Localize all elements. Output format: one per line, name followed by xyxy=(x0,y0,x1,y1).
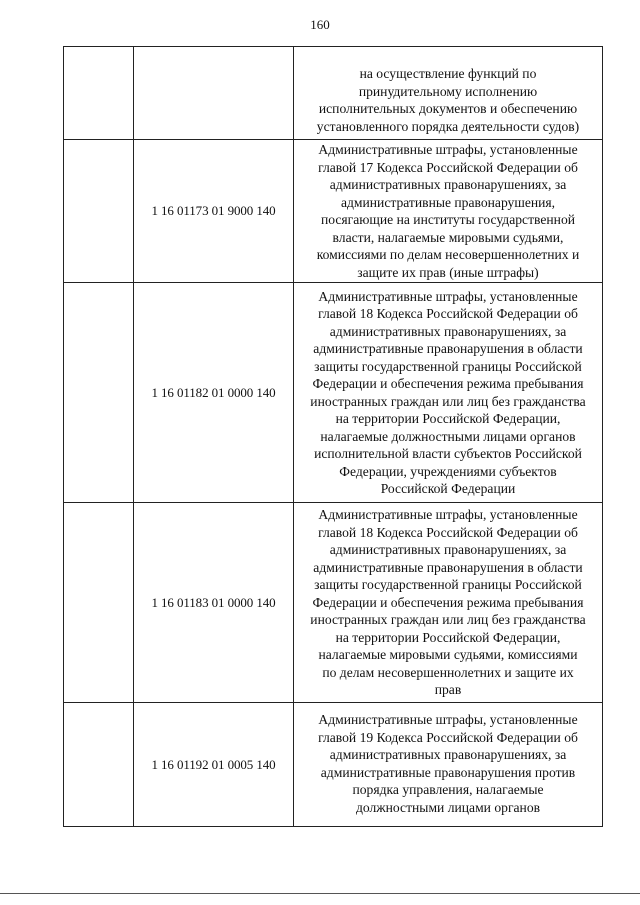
description-line: принудительному исполнению xyxy=(358,83,538,99)
table-row xyxy=(64,47,603,140)
description-line: Административные штрафы, установленные xyxy=(318,142,578,157)
table-row xyxy=(64,140,603,283)
admin-code-cell xyxy=(64,503,134,703)
description-line: исполнительных документов и обеспечению xyxy=(318,101,578,116)
page-bottom-edge xyxy=(0,893,640,894)
budget-code-cell: 1 16 01173 01 9000 140 xyxy=(134,140,294,283)
admin-code-cell xyxy=(64,283,134,503)
description-line: Федерации и обеспечения режима пребывания xyxy=(312,376,584,391)
description-line: иностранных граждан или лиц без гражданства xyxy=(310,612,586,628)
description-line: установленного порядка деятельности судов) xyxy=(316,118,580,134)
description-line: порядка управления, налагаемые xyxy=(352,782,544,797)
revenue-description-cell xyxy=(294,703,603,827)
budget-code-cell: 1 16 01192 01 0005 140 xyxy=(134,703,294,827)
description-line: административные правонарушения против xyxy=(320,764,576,780)
description-line: на территории Российской Федерации, xyxy=(335,629,561,645)
table-row xyxy=(64,703,603,827)
description-line: защите их прав (иные штрафы) xyxy=(357,264,539,280)
description-line: Федерации, учреждениями субъектов xyxy=(339,463,557,479)
revenue-description-cell xyxy=(294,140,603,283)
budget-classification-table xyxy=(63,46,603,827)
description-line: по делам несовершеннолетних и защите их xyxy=(322,664,574,680)
admin-code-cell xyxy=(64,140,134,283)
description-line: иностранных граждан или лиц без гражданства xyxy=(310,393,586,409)
description-line: Российской Федерации xyxy=(380,481,516,496)
description-line: административных правонарушениях, за xyxy=(329,323,567,339)
page-number: 160 xyxy=(310,17,330,32)
revenue-description-cell xyxy=(294,503,603,703)
budget-code-cell: 1 16 01183 01 0000 140 xyxy=(134,503,294,703)
description-line: защиты государственной границы Российской xyxy=(314,577,582,593)
description-line: власти, налагаемые мировыми судьями, xyxy=(332,229,564,245)
description-line: главой 18 Кодекса Российской Федерации об xyxy=(318,306,578,321)
description-line: административные правонарушения, xyxy=(340,194,556,210)
description-line: Федерации и обеспечения режима пребывания xyxy=(312,594,584,610)
description-line: главой 18 Кодекса Российской Федерации об xyxy=(318,524,578,540)
revenue-description-cell xyxy=(294,47,603,140)
description-line: Административные штрафы, установленные xyxy=(318,288,578,304)
table-row xyxy=(64,283,603,503)
description-line: защиты государственной границы Российской xyxy=(314,358,582,374)
description-line: административных правонарушениях, за xyxy=(329,177,567,192)
description-line: должностными лицами органов xyxy=(355,799,541,815)
description-line: прав xyxy=(434,682,462,698)
description-line: административных правонарушениях, за xyxy=(329,542,567,558)
description-line: административные правонарушения в области xyxy=(313,559,583,575)
admin-code-cell xyxy=(64,703,134,827)
table-row xyxy=(64,503,603,703)
description-line: административных правонарушениях, за xyxy=(329,747,567,762)
description-line: на территории Российской Федерации, xyxy=(335,411,561,426)
description-line: главой 19 Кодекса Российской Федерации об xyxy=(318,729,578,745)
budget-code-cell xyxy=(134,47,294,140)
description-line: административные правонарушения в области xyxy=(313,341,583,356)
description-line: налагаемые должностными лицами органов xyxy=(320,428,576,444)
admin-code-cell xyxy=(64,47,134,140)
description-line: главой 17 Кодекса Российской Федерации об xyxy=(318,159,578,175)
budget-code-cell: 1 16 01182 01 0000 140 xyxy=(134,283,294,503)
revenue-description-cell xyxy=(294,283,603,503)
description-line: Административные штрафы, установленные xyxy=(318,712,578,727)
description-line: налагаемые мировыми судьями, комиссиями xyxy=(318,647,578,663)
description-line: на осуществление функций по xyxy=(359,66,537,81)
description-line: Административные штрафы, установленные xyxy=(318,507,578,523)
description-line: комиссиями по делам несовершеннолетних и xyxy=(316,247,580,262)
description-line: посягающие на институты государственной xyxy=(320,212,576,227)
description-line: исполнительной власти субъектов Российской xyxy=(314,446,582,461)
